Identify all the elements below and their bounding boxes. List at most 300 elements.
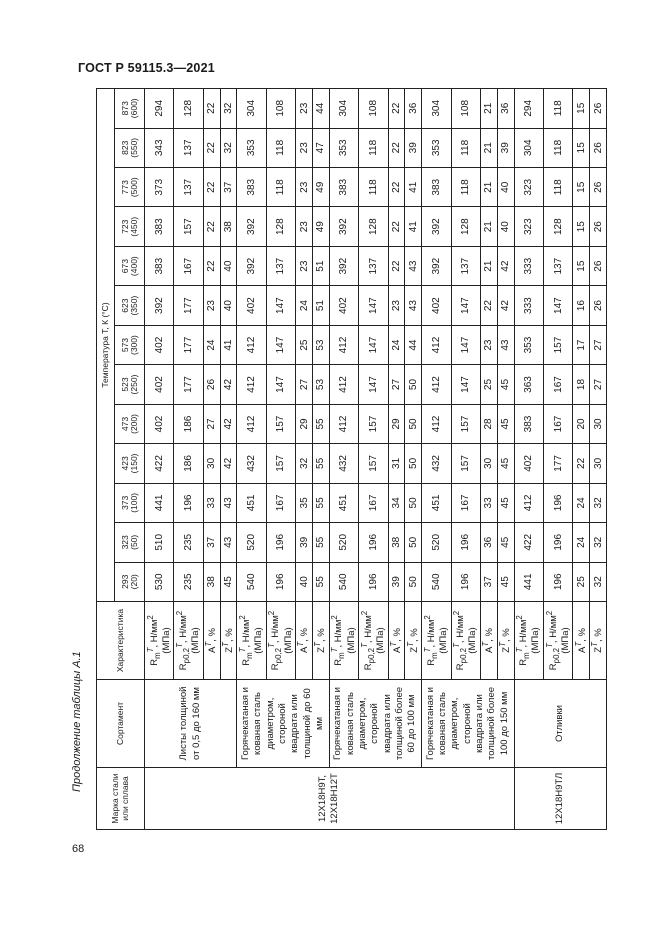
value-cell: 33 [480,483,497,522]
value-cell: 15 [573,89,590,129]
table-wrapper [96,88,607,830]
value-cell: 42 [220,444,237,483]
value-cell: 412 [237,365,266,404]
characteristic-cell: $Z^T$, % [497,602,514,680]
value-cell: 38 [220,207,237,246]
temp-kelvin: 473 [119,416,130,432]
value-cell: 167 [543,365,572,404]
value-cell: 304 [329,89,358,129]
value-cell: 333 [514,246,543,285]
value-cell: 392 [422,207,451,246]
characteristic-cell: $A^T$, % [388,602,405,680]
value-cell: 39 [497,128,514,167]
temp-kelvin: 323 [119,535,130,550]
value-cell: 45 [220,562,237,601]
value-cell: 25 [296,325,313,364]
value-cell: 118 [543,128,572,167]
temp-celsius: (300) [128,335,139,355]
sortament-cell: Горячекатаная и кованая сталь диаметром, стороной квадрата или толщиной более 100 до 150 мм [422,680,514,768]
characteristic-cell: $R_{p0,2}^T$, $Н/мм^2$ (МПа) [174,602,203,680]
document-header: ГОСТ Р 59115.3—2021 [78,61,215,75]
value-cell: 137 [359,246,388,285]
temp-celsius: (400) [128,256,139,277]
value-cell: 23 [480,325,497,364]
value-cell: 47 [312,128,329,167]
value-cell: 36 [480,523,497,562]
value-cell: 128 [174,89,203,129]
temp-celsius: (50) [128,534,139,550]
value-cell: 36 [405,89,422,129]
value-cell: 353 [237,128,266,167]
value-cell: 43 [220,483,237,522]
value-cell: 23 [296,89,313,129]
value-cell: 392 [237,246,266,285]
value-cell: 304 [514,128,543,167]
value-cell: 42 [220,365,237,404]
value-cell: 157 [174,207,203,246]
value-cell: 35 [296,483,313,522]
sortament-cell: Листы толщиной от 0,5 до 160 мм [145,680,237,768]
value-cell: 44 [312,89,329,129]
value-cell: 373 [145,168,174,207]
value-cell: 26 [590,89,607,129]
value-cell: 15 [573,246,590,285]
value-cell: 23 [296,128,313,167]
value-cell: 49 [312,168,329,207]
value-cell: 41 [220,325,237,364]
page-number: 68 [72,843,85,855]
value-cell: 26 [203,365,220,404]
temp-celsius: (150) [128,453,139,474]
temp-kelvin: 523 [119,377,130,392]
value-cell: 51 [312,246,329,285]
value-cell: 32 [220,89,237,129]
value-cell: 402 [145,404,174,443]
value-cell: 147 [359,365,388,404]
temp-cell [115,89,145,129]
value-cell: 196 [266,562,295,601]
value-cell: 23 [296,168,313,207]
table-body [145,89,607,830]
value-cell: 167 [451,483,480,522]
value-cell: 118 [359,168,388,207]
value-cell: 157 [451,404,480,443]
value-cell: 25 [573,562,590,601]
value-cell: 540 [422,562,451,601]
temp-cell [115,168,145,207]
value-cell: 147 [266,286,295,325]
value-cell: 402 [145,365,174,404]
value-cell: 53 [312,325,329,364]
value-cell: 32 [590,562,607,601]
value-cell: 383 [422,168,451,207]
value-cell: 45 [497,523,514,562]
value-cell: 422 [514,523,543,562]
temp-kelvin: 673 [119,259,130,274]
value-cell: 412 [329,325,358,364]
value-cell: 540 [237,562,266,601]
value-cell: 451 [237,483,266,522]
value-cell: 50 [405,404,422,443]
value-cell: 451 [329,483,358,522]
value-cell: 157 [359,404,388,443]
value-cell: 24 [296,286,313,325]
value-cell: 15 [573,128,590,167]
value-cell: 28 [480,404,497,443]
value-cell: 42 [497,286,514,325]
value-cell: 41 [405,207,422,246]
value-cell: 21 [480,246,497,285]
value-cell: 196 [174,483,203,522]
value-cell: 412 [329,365,358,404]
value-cell: 17 [573,325,590,364]
value-cell: 22 [203,207,220,246]
value-cell: 392 [237,207,266,246]
value-cell: 22 [480,286,497,325]
value-cell: 137 [543,246,572,285]
characteristic-cell: $Z^T$, % [405,602,422,680]
col-header-grade: Марка стали или сплава [97,768,145,830]
value-cell: 23 [296,246,313,285]
col-header-sortament: Сортамент [97,680,145,768]
value-cell: 147 [359,325,388,364]
value-cell: 128 [266,207,295,246]
value-cell: 128 [359,207,388,246]
value-cell: 323 [514,168,543,207]
value-cell: 383 [237,168,266,207]
grade-cell: 12Х18Н9ТЛ [514,768,607,830]
temp-cell [115,483,145,522]
value-cell: 43 [405,246,422,285]
value-cell: 118 [266,128,295,167]
value-cell: 31 [388,444,405,483]
value-cell: 147 [451,325,480,364]
value-cell: 118 [451,168,480,207]
value-cell: 55 [312,444,329,483]
value-cell: 441 [514,562,543,601]
value-cell: 363 [514,365,543,404]
value-cell: 383 [329,168,358,207]
value-cell: 520 [422,523,451,562]
temp-celsius: (550) [128,137,139,158]
value-cell: 44 [405,325,422,364]
temp-celsius: (600) [128,98,139,119]
value-cell: 22 [203,89,220,129]
value-cell: 33 [203,483,220,522]
value-cell: 32 [220,128,237,167]
temp-cell [115,404,145,443]
characteristic-cell: $R_m^T$, $Н/мм^2$ (МПа) [329,602,358,680]
characteristic-cell: $R_m^T$, $Н/мм^2$ (МПа) [422,602,451,680]
temp-celsius: (350) [128,295,139,316]
value-cell: 412 [329,404,358,443]
value-cell: 36 [497,89,514,129]
value-cell: 43 [405,286,422,325]
value-cell: 157 [266,444,295,483]
value-cell: 294 [514,89,543,129]
value-cell: 432 [422,444,451,483]
value-cell: 42 [497,246,514,285]
value-cell: 167 [174,246,203,285]
value-cell: 333 [514,286,543,325]
value-cell: 49 [312,207,329,246]
table-row [145,89,174,830]
temp-cell [115,444,145,483]
value-cell: 37 [203,523,220,562]
value-cell: 196 [543,483,572,522]
value-cell: 530 [145,562,174,601]
value-cell: 118 [266,168,295,207]
value-cell: 167 [359,483,388,522]
value-cell: 23 [296,207,313,246]
value-cell: 147 [359,286,388,325]
temp-cell [115,365,145,404]
value-cell: 196 [359,523,388,562]
value-cell: 23 [388,286,405,325]
value-cell: 22 [203,128,220,167]
value-cell: 25 [480,365,497,404]
value-cell: 53 [312,365,329,404]
value-cell: 24 [388,325,405,364]
value-cell: 383 [145,207,174,246]
value-cell: 23 [203,286,220,325]
value-cell: 137 [266,246,295,285]
grade-cell: 12Х18Н9Т, 12Х18Н12Т [145,768,515,830]
value-cell: 50 [405,444,422,483]
value-cell: 26 [590,246,607,285]
value-cell: 22 [388,128,405,167]
rotated-table [96,88,607,830]
value-cell: 147 [451,286,480,325]
properties-table [96,88,607,830]
value-cell: 38 [388,523,405,562]
temp-cell [115,523,145,562]
value-cell: 27 [296,365,313,404]
value-cell: 40 [220,286,237,325]
value-cell: 383 [145,246,174,285]
value-cell: 37 [220,168,237,207]
value-cell: 412 [514,483,543,522]
value-cell: 353 [514,325,543,364]
value-cell: 30 [480,444,497,483]
temp-celsius: (250) [128,374,139,395]
value-cell: 167 [543,404,572,443]
value-cell: 451 [422,483,451,522]
value-cell: 118 [543,168,572,207]
value-cell: 540 [329,562,358,601]
value-cell: 50 [405,483,422,522]
value-cell: 510 [145,523,174,562]
value-cell: 40 [220,246,237,285]
value-cell: 186 [174,404,203,443]
value-cell: 412 [422,325,451,364]
value-cell: 26 [590,207,607,246]
value-cell: 30 [203,444,220,483]
value-cell: 128 [451,207,480,246]
value-cell: 157 [451,444,480,483]
temp-cell [115,246,145,285]
value-cell: 50 [405,365,422,404]
value-cell: 412 [422,404,451,443]
temp-kelvin: 873 [119,101,130,116]
value-cell: 27 [388,365,405,404]
characteristic-cell: $R_m^T$, $Н/мм^2$ (МПа) [514,602,543,680]
temp-celsius: (100) [128,492,139,513]
value-cell: 22 [388,207,405,246]
temp-kelvin: 423 [119,456,130,471]
value-cell: 26 [590,128,607,167]
value-cell: 177 [174,365,203,404]
value-cell: 118 [359,128,388,167]
sortament-cell: Горячекатаная и кованая сталь диаметром, стороной квадрата или толщиной более 60 до 100 мм [329,680,421,768]
col-header-characteristic: Характеристика [97,602,145,680]
value-cell: 15 [573,207,590,246]
value-cell: 108 [451,89,480,129]
value-cell: 157 [543,325,572,364]
value-cell: 27 [590,365,607,404]
value-cell: 147 [451,365,480,404]
temp-kelvin: 293 [119,574,130,589]
value-cell: 51 [312,286,329,325]
value-cell: 45 [497,483,514,522]
table-row [329,89,358,830]
value-cell: 147 [266,365,295,404]
temp-kelvin: 723 [119,219,130,234]
table-row [237,89,266,830]
value-cell: 323 [514,207,543,246]
value-cell: 22 [573,444,590,483]
sortament-cell: Горячекатаная и кованая сталь диаметром, стороной квадрата или толщиной до 60 мм [237,680,329,768]
value-cell: 22 [388,246,405,285]
value-cell: 55 [312,562,329,601]
value-cell: 353 [422,128,451,167]
temp-celsius: (200) [128,414,139,434]
characteristic-cell: $Z^T$, % [220,602,237,680]
characteristic-cell: $R_{p0,2}^T$, $Н/мм^2$ (МПа) [543,602,572,680]
value-cell: 39 [296,523,313,562]
value-cell: 22 [388,168,405,207]
value-cell: 441 [145,483,174,522]
temp-celsius: (20) [128,574,139,590]
value-cell: 27 [590,325,607,364]
value-cell: 26 [590,286,607,325]
value-cell: 137 [174,128,203,167]
characteristic-cell: $R_{p0,2}^T$, $Н/мм^2$ (МПа) [266,602,295,680]
value-cell: 118 [451,128,480,167]
value-cell: 16 [573,286,590,325]
value-cell: 432 [237,444,266,483]
value-cell: 39 [405,128,422,167]
temp-cell [115,325,145,364]
temp-cell [115,286,145,325]
value-cell: 43 [220,523,237,562]
value-cell: 157 [359,444,388,483]
value-cell: 22 [388,89,405,129]
value-cell: 402 [422,286,451,325]
value-cell: 235 [174,523,203,562]
value-cell: 18 [573,365,590,404]
value-cell: 392 [422,246,451,285]
value-cell: 45 [497,562,514,601]
value-cell: 30 [590,444,607,483]
value-cell: 32 [590,523,607,562]
value-cell: 38 [203,562,220,601]
value-cell: 40 [497,207,514,246]
value-cell: 21 [480,168,497,207]
value-cell: 41 [405,168,422,207]
value-cell: 34 [388,483,405,522]
value-cell: 24 [203,325,220,364]
value-cell: 412 [422,365,451,404]
value-cell: 15 [573,168,590,207]
value-cell: 392 [329,207,358,246]
temp-cell [115,128,145,167]
value-cell: 392 [329,246,358,285]
characteristic-cell: $A^T$, % [480,602,497,680]
caption-wrapper [58,87,96,832]
value-cell: 27 [203,404,220,443]
value-cell: 128 [543,207,572,246]
value-cell: 432 [329,444,358,483]
table-row [422,89,451,830]
value-cell: 32 [590,483,607,522]
value-cell: 45 [497,365,514,404]
value-cell: 40 [497,168,514,207]
value-cell: 422 [145,444,174,483]
value-cell: 383 [514,404,543,443]
col-header-temperature: Температура T, К (°C) [97,89,115,602]
value-cell: 32 [296,444,313,483]
value-cell: 45 [497,404,514,443]
value-cell: 353 [329,128,358,167]
characteristic-cell: $R_{p0,2}^T$, $Н/мм^2$ (МПа) [359,602,388,680]
value-cell: 402 [514,444,543,483]
value-cell: 177 [174,286,203,325]
table-caption: Продолжение таблицы А.1 [71,651,83,792]
value-cell: 177 [543,444,572,483]
value-cell: 29 [388,404,405,443]
value-cell: 50 [405,562,422,601]
value-cell: 402 [237,286,266,325]
value-cell: 186 [174,444,203,483]
temp-kelvin: 373 [119,495,130,510]
value-cell: 196 [543,562,572,601]
value-cell: 402 [145,325,174,364]
value-cell: 20 [573,404,590,443]
value-cell: 22 [203,246,220,285]
sortament-cell: Отливки [514,680,607,768]
value-cell: 21 [480,207,497,246]
value-cell: 55 [312,483,329,522]
temp-cell [115,207,145,246]
value-cell: 39 [388,562,405,601]
characteristic-cell: $Z^T$, % [312,602,329,680]
value-cell: 196 [359,562,388,601]
value-cell: 21 [480,128,497,167]
value-cell: 40 [296,562,313,601]
value-cell: 167 [266,483,295,522]
value-cell: 304 [422,89,451,129]
value-cell: 196 [451,562,480,601]
characteristic-cell: $R_m^T$, $Н/мм^2$ (МПа) [145,602,174,680]
value-cell: 24 [573,483,590,522]
value-cell: 412 [237,404,266,443]
value-cell: 45 [497,444,514,483]
value-cell: 50 [405,523,422,562]
value-cell: 30 [590,404,607,443]
temp-celsius: (450) [128,216,139,237]
value-cell: 157 [266,404,295,443]
